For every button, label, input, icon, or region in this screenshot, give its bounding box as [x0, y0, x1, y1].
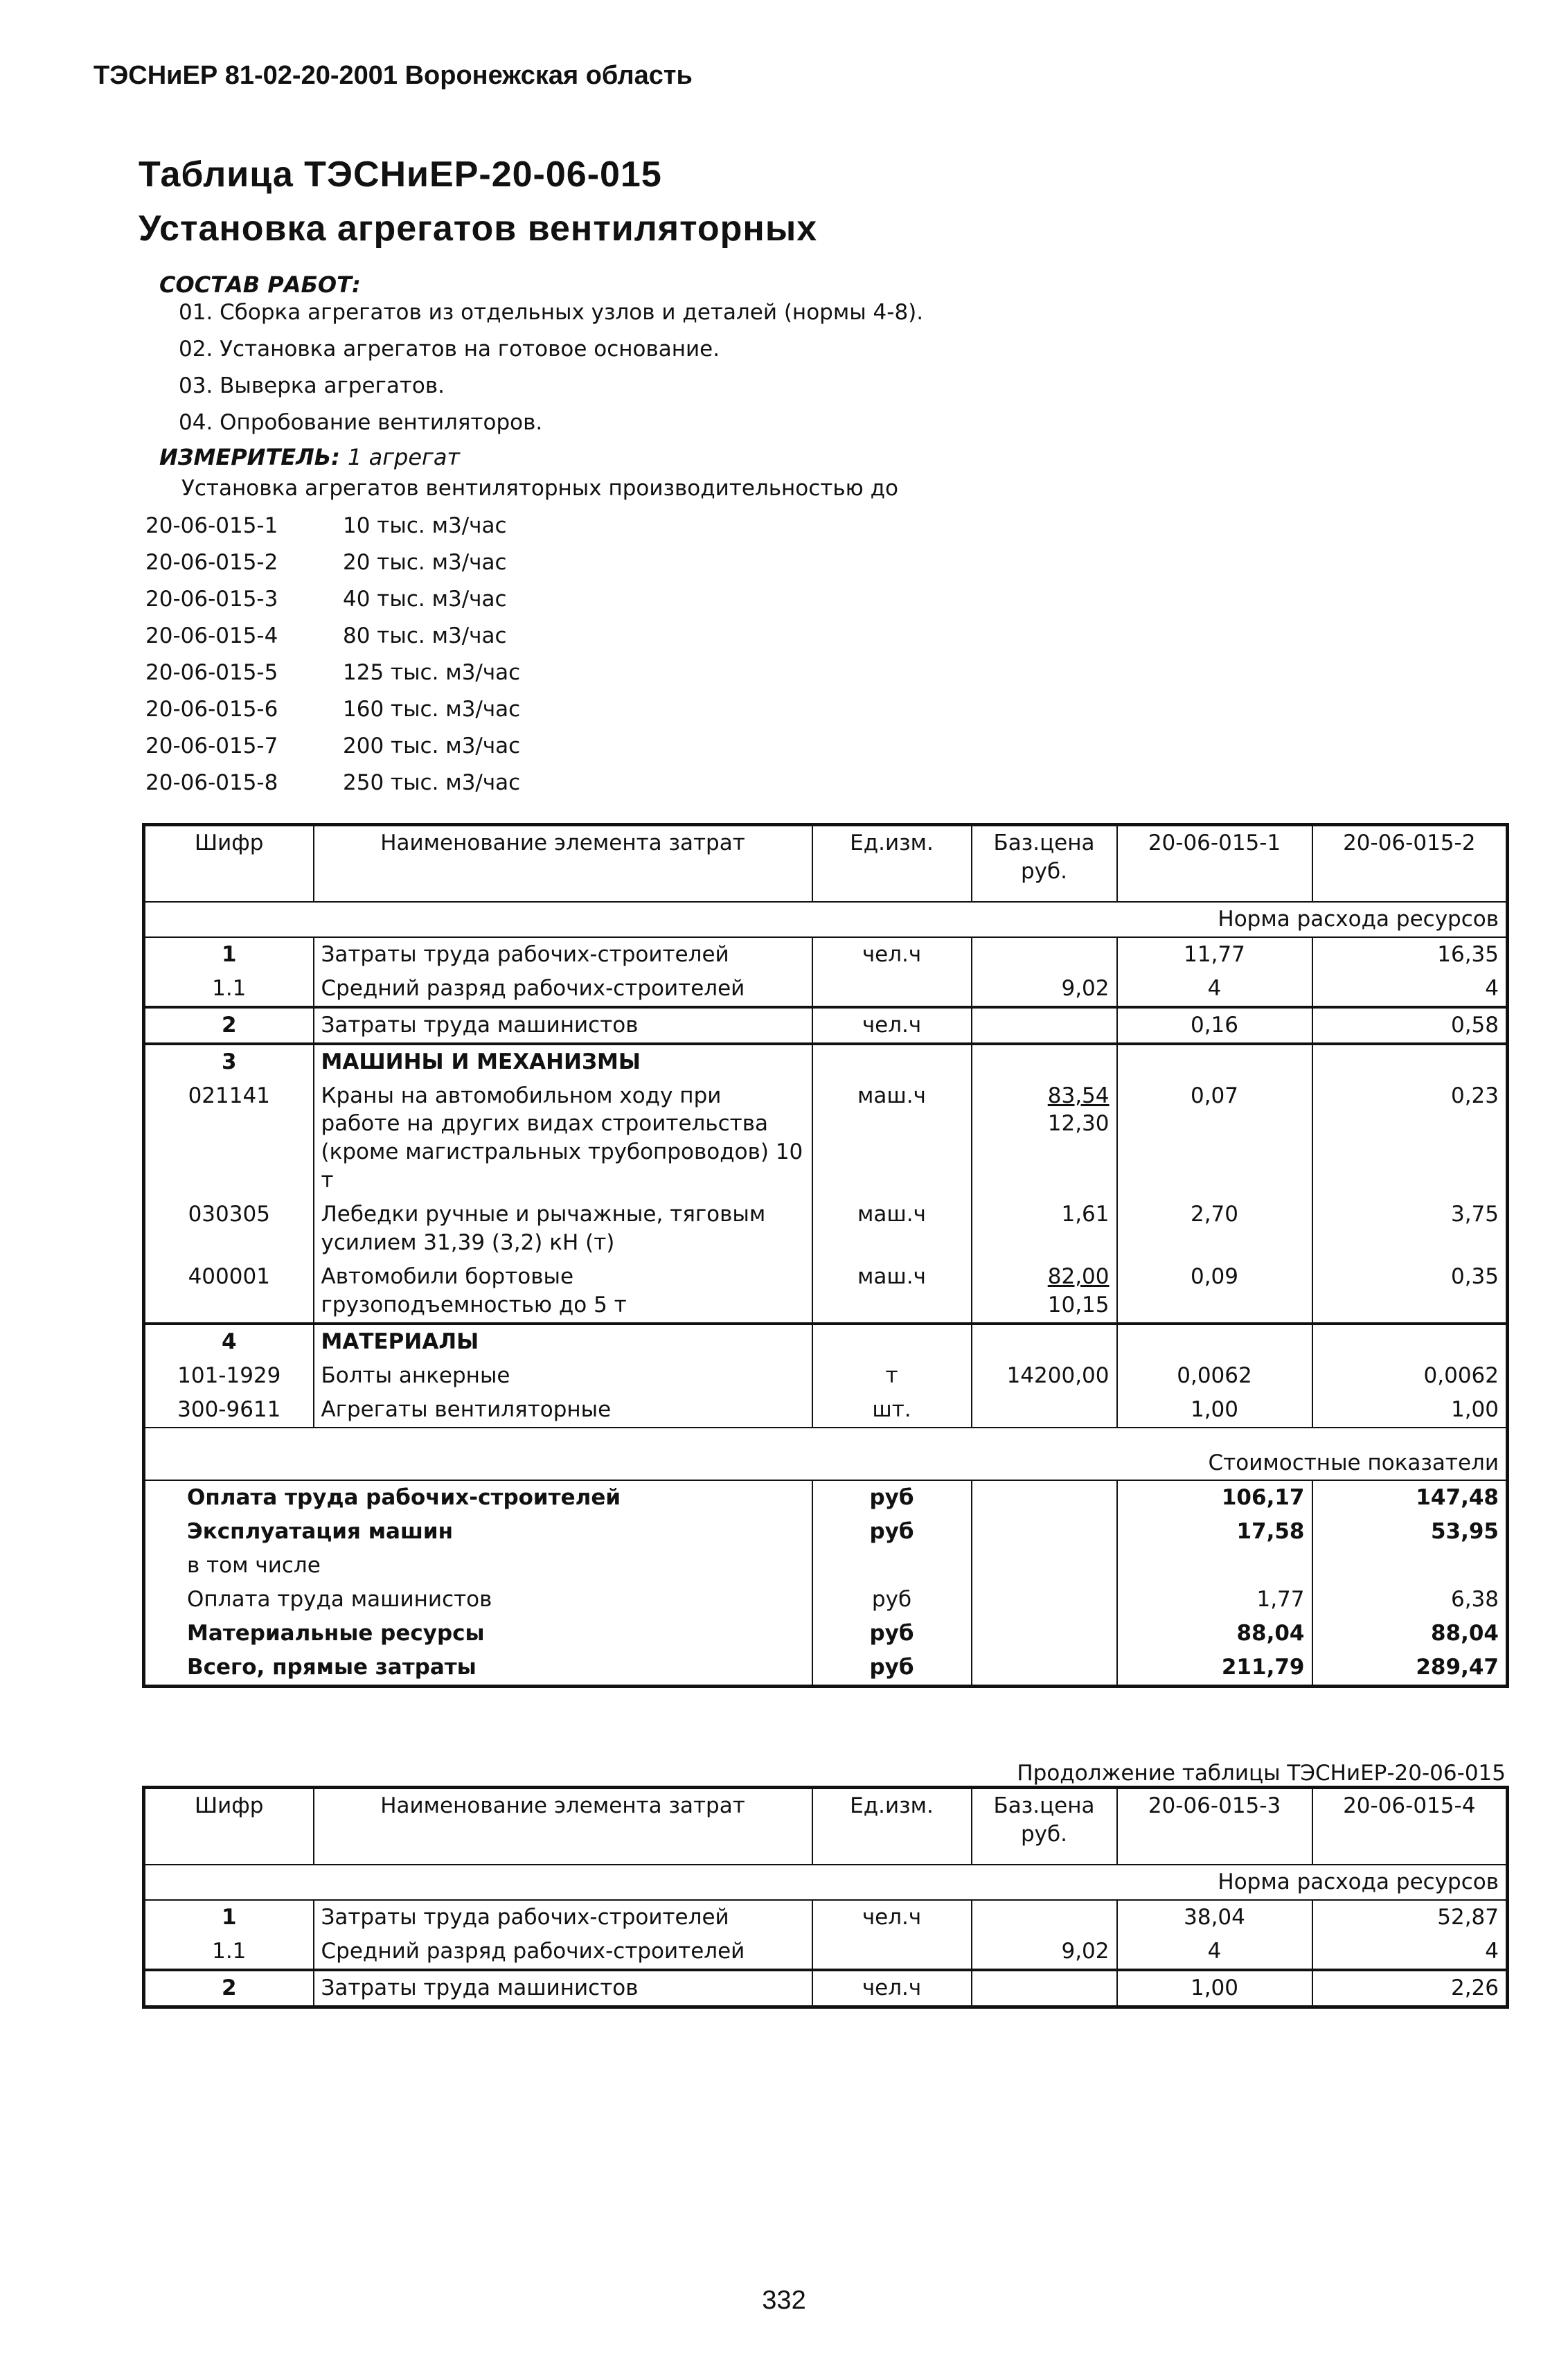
row-price [972, 1079, 1117, 1198]
table-row [144, 1900, 1508, 1935]
work-item: 04. Опробование вентиляторов. [179, 410, 543, 435]
summary-row [144, 1617, 1508, 1651]
row-unit [812, 1935, 972, 1970]
code-list-row [145, 770, 520, 795]
intro-text: Установка агрегатов вентиляторных производительностью до [181, 476, 898, 501]
row-value-b: 2,26 [1312, 1970, 1508, 2007]
measure-label: ИЗМЕРИТЕЛЬ: [159, 444, 340, 470]
row-price [972, 1900, 1117, 1935]
summary-value-b: 53,95 [1312, 1515, 1508, 1549]
section-title: МАТЕРИАЛЫ [314, 1324, 812, 1359]
row-name: Затраты труда рабочих-строителей [314, 1900, 812, 1935]
measure-line [159, 444, 460, 470]
summary-name: в том числе [187, 1553, 321, 1579]
table-row [144, 1393, 1508, 1428]
row-code: 1 [221, 1904, 237, 1930]
row-value-b: 0,23 [1312, 1079, 1508, 1198]
row-code: 1 [221, 941, 237, 967]
norm-label: Норма расхода ресурсов [1218, 907, 1499, 932]
table-title: Таблица ТЭСНиЕР-20-06-015 [139, 154, 662, 195]
header-unit: Ед.изм. [812, 825, 972, 903]
code-list-row [145, 697, 520, 722]
row-value-a: 2,70 [1117, 1198, 1312, 1260]
row-unit: чел.ч [812, 937, 972, 972]
row-price: 1,61 [972, 1198, 1117, 1260]
row-price [972, 1260, 1117, 1324]
section-title: МАШИНЫ И МЕХАНИЗМЫ [314, 1044, 812, 1079]
row-name: Затраты труда машинистов [314, 1970, 812, 2007]
document-header: ТЭСНиЕР 81-02-20-2001 Воронежская область [93, 61, 693, 90]
summary-name: Эксплуатация машин [187, 1519, 454, 1545]
summary-row [144, 1515, 1508, 1549]
table-row [144, 1260, 1508, 1324]
summary-value-b: 147,48 [1312, 1480, 1508, 1515]
summary-row [144, 1480, 1508, 1515]
header-code: Шифр [144, 1788, 314, 1865]
row-price [972, 1970, 1117, 2007]
row-price [972, 937, 1117, 972]
header-unit: Ед.изм. [812, 1788, 972, 1865]
summary-row [144, 1549, 1508, 1583]
summary-value-a: 17,58 [1117, 1515, 1312, 1549]
code-list-row [145, 550, 507, 575]
code: 20-06-015-8 [145, 770, 278, 795]
row-name: Автомобили бортовые грузоподъемностью до 5 т [314, 1260, 812, 1324]
row-value-b: 3,75 [1312, 1198, 1508, 1260]
work-item: 01. Сборка агрегатов из отдельных узлов и деталей (нормы 4-8). [179, 300, 924, 325]
row-code: 1.1 [212, 975, 247, 1001]
row-value-a: 1,00 [1117, 1970, 1312, 2007]
code: 20-06-015-1 [145, 513, 278, 538]
code-desc: 80 тыс. м3/час [343, 623, 507, 648]
resource-table-1 [142, 823, 1509, 1688]
summary-value-a [1117, 1549, 1312, 1583]
summary-unit: руб [812, 1515, 972, 1549]
work-item: 02. Установка агрегатов на готовое основание. [179, 337, 720, 362]
summary-value-b: 6,38 [1312, 1583, 1508, 1617]
code-list-row [145, 660, 520, 685]
summary-row [144, 1651, 1508, 1686]
row-code: 2 [221, 1975, 237, 2000]
row-name: Затраты труда рабочих-строителей [314, 937, 812, 972]
row-value-a: 0,0062 [1117, 1359, 1312, 1393]
summary-value-a: 88,04 [1117, 1617, 1312, 1651]
row-unit: маш.ч [812, 1198, 972, 1260]
row-value-a: 1,00 [1117, 1393, 1312, 1428]
summary-unit: руб [812, 1651, 972, 1686]
table-row [144, 1007, 1508, 1044]
code-desc: 125 тыс. м3/час [343, 660, 521, 685]
row-value-b: 52,87 [1312, 1900, 1508, 1935]
row-price [972, 1007, 1117, 1044]
row-name: Лебедки ручные и рычажные, тяговым усилием 31,39 (3,2) кН (т) [314, 1198, 812, 1260]
summary-value-b: 88,04 [1312, 1617, 1508, 1651]
row-price [972, 1393, 1117, 1428]
row-value-b: 16,35 [1312, 937, 1508, 972]
table-row [144, 972, 1508, 1007]
resource-table-2 [142, 1786, 1509, 2009]
row-code: 4 [221, 1329, 237, 1354]
code-list-row [145, 513, 507, 538]
work-item: 03. Выверка агрегатов. [179, 373, 445, 398]
summary-unit: руб [812, 1583, 972, 1617]
row-value-a: 11,77 [1117, 937, 1312, 972]
row-value-a: 0,07 [1117, 1079, 1312, 1198]
row-name: Краны на автомобильном ходу при работе на других видах строительства (кроме магистральных трубопроводов) 10 т [314, 1079, 812, 1198]
code-list-row [145, 734, 520, 758]
summary-value-b [1312, 1549, 1508, 1583]
row-value-b: 4 [1312, 972, 1508, 1007]
price-wage: 10,15 [1047, 1292, 1110, 1317]
table-row [144, 1359, 1508, 1393]
row-code: 300-9611 [177, 1396, 281, 1422]
header-col-a: 20-06-015-1 [1117, 825, 1312, 903]
row-code: 021141 [188, 1083, 270, 1108]
summary-unit: руб [812, 1617, 972, 1651]
row-unit: чел.ч [812, 1007, 972, 1044]
code-list-row [145, 587, 507, 612]
row-name: Затраты труда машинистов [314, 1007, 812, 1044]
header-price: Баз.цена руб. [972, 825, 1117, 903]
composition-label: СОСТАВ РАБОТ: [159, 272, 361, 298]
code: 20-06-015-6 [145, 697, 278, 722]
measure-value: 1 агрегат [348, 444, 461, 470]
row-value-a: 0,16 [1117, 1007, 1312, 1044]
price-wage: 12,30 [1047, 1111, 1110, 1137]
price-main: 83,54 [1047, 1083, 1110, 1108]
summary-row [144, 1583, 1508, 1617]
row-unit: чел.ч [812, 1900, 972, 1935]
row-value-b: 4 [1312, 1935, 1508, 1970]
code: 20-06-015-3 [145, 587, 278, 612]
row-code: 400001 [188, 1263, 270, 1289]
header-col-b: 20-06-015-2 [1312, 825, 1508, 903]
row-name: Средний разряд рабочих-строителей [314, 1935, 812, 1970]
norm-label: Норма расхода ресурсов [1218, 1870, 1499, 1894]
header-price: Баз.цена руб. [972, 1788, 1117, 1865]
table-row [144, 1935, 1508, 1970]
summary-unit: руб [812, 1480, 972, 1515]
code-desc: 20 тыс. м3/час [343, 550, 507, 575]
code: 20-06-015-7 [145, 734, 278, 758]
row-price: 9,02 [972, 1935, 1117, 1970]
summary-name: Оплата труда машинистов [187, 1587, 492, 1613]
code: 20-06-015-2 [145, 550, 278, 575]
table-header-row [144, 1788, 1508, 1865]
table-subtitle: Установка агрегатов вентиляторных [139, 208, 818, 249]
row-value-b: 0,58 [1312, 1007, 1508, 1044]
row-value-a: 0,09 [1117, 1260, 1312, 1324]
row-value-a: 4 [1117, 1935, 1312, 1970]
row-name: Болты анкерные [314, 1359, 812, 1393]
summary-value-a: 1,77 [1117, 1583, 1312, 1617]
header-col-a: 20-06-015-3 [1117, 1788, 1312, 1865]
table-row [144, 1198, 1508, 1260]
row-unit: маш.ч [812, 1260, 972, 1324]
summary-value-b: 289,47 [1312, 1651, 1508, 1686]
row-price: 14200,00 [972, 1359, 1117, 1393]
table-row [144, 1970, 1508, 2007]
table-row [144, 937, 1508, 972]
page-number: 332 [762, 2286, 806, 2315]
code-list-row [145, 623, 507, 648]
row-unit: т [812, 1359, 972, 1393]
row-code: 2 [221, 1012, 237, 1038]
norm-label-row [144, 1865, 1508, 1900]
header-code: Шифр [144, 825, 314, 903]
summary-name: Оплата труда рабочих-строителей [187, 1485, 621, 1511]
row-unit: маш.ч [812, 1079, 972, 1198]
norm-label-row [144, 902, 1508, 937]
header-name: Наименование элемента затрат [314, 1788, 812, 1865]
code: 20-06-015-5 [145, 660, 278, 685]
row-unit: шт. [812, 1393, 972, 1428]
row-code: 030305 [188, 1202, 270, 1227]
code-desc: 10 тыс. м3/час [343, 513, 507, 538]
code-desc: 160 тыс. м3/час [343, 697, 521, 722]
summary-name: Материальные ресурсы [187, 1621, 485, 1646]
row-value-b: 1,00 [1312, 1393, 1508, 1428]
header-name: Наименование элемента затрат [314, 825, 812, 903]
price-main: 82,00 [1047, 1263, 1110, 1289]
code-desc: 250 тыс. м3/час [343, 770, 521, 795]
summary-unit [812, 1549, 972, 1583]
table-section-row [144, 1324, 1508, 1359]
row-unit [812, 972, 972, 1007]
row-code: 1.1 [212, 1938, 247, 1964]
row-value-a: 4 [1117, 972, 1312, 1007]
row-code: 101-1929 [177, 1362, 281, 1388]
cost-label-row [144, 1428, 1508, 1481]
row-code: 3 [221, 1049, 237, 1074]
row-name: Средний разряд рабочих-строителей [314, 972, 812, 1007]
summary-name: Всего, прямые затраты [187, 1654, 476, 1680]
row-value-b: 0,0062 [1312, 1359, 1508, 1393]
table-section-row [144, 1044, 1508, 1079]
code-desc: 40 тыс. м3/час [343, 587, 507, 612]
table-header-row [144, 825, 1508, 903]
summary-value-a: 106,17 [1117, 1480, 1312, 1515]
summary-value-a: 211,79 [1117, 1651, 1312, 1686]
row-unit: чел.ч [812, 1970, 972, 2007]
code-desc: 200 тыс. м3/час [343, 734, 521, 758]
code: 20-06-015-4 [145, 623, 278, 648]
row-name: Агрегаты вентиляторные [314, 1393, 812, 1428]
row-value-b: 0,35 [1312, 1260, 1508, 1324]
cost-label: Стоимостные показатели [1208, 1450, 1499, 1475]
header-col-b: 20-06-015-4 [1312, 1788, 1508, 1865]
continuation-label: Продолжение таблицы ТЭСНиЕР-20-06-015 [1017, 1761, 1506, 1786]
row-value-a: 38,04 [1117, 1900, 1312, 1935]
row-price: 9,02 [972, 972, 1117, 1007]
table-row [144, 1079, 1508, 1198]
